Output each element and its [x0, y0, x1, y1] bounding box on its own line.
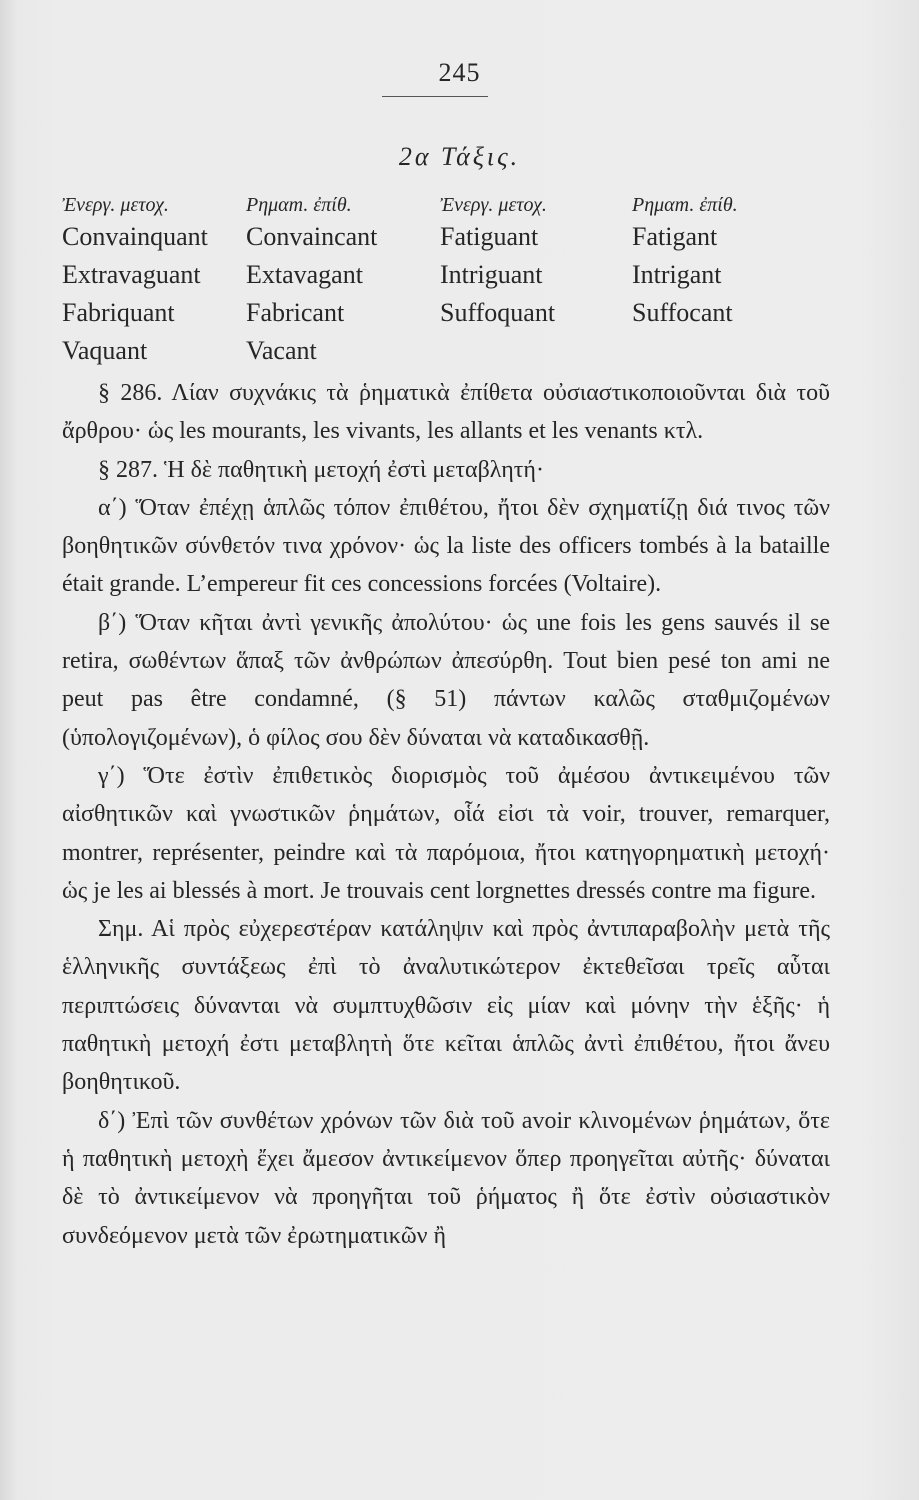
page-number: 245	[438, 58, 481, 87]
paragraph-287: § 287. Ἡ δὲ παθητικὴ μετοχή ἐστὶ μεταβλητή·	[98, 456, 544, 483]
table-row	[62, 260, 862, 298]
page-number-rule	[382, 96, 488, 97]
participle-table	[62, 188, 862, 374]
paragraph-alpha: α΄) Ὅταν ἐπέχῃ ἁπλῶς τόπον ἐπιθέτου, ἤτοι δὲν σχηματίζῃ διά τινος τῶν βοηθητικῶν σύνθετόν τινα χρόνον· ὡς la liste des officers tombés à la bataille était grande. L’empereur fit ces concessions forcées (Voltaire).	[62, 494, 830, 598]
table-cell: Vaquant	[62, 336, 148, 365]
table-cell: Fabricant	[246, 298, 345, 327]
table-cell: Suffocant	[632, 298, 733, 327]
table-cell: Extravaguant	[62, 260, 201, 289]
table-cell: Suffoquant	[440, 298, 556, 327]
table-cell: Convaincant	[246, 222, 378, 251]
table-cell: Fabriquant	[62, 298, 175, 327]
table-row	[62, 336, 862, 374]
paragraph-beta: β΄) Ὅταν κῆται ἀντὶ γενικῆς ἀπολύτου· ὡς une fois les gens sauvés il se retira, σωθέντων ἅπαξ τῶν ἀνθρώπων ἀπεσύρθη. Tout bien pesé ton ami ne peut pas être condamné, (§ 51) πάντων καλῶς σταθμιζομένων (ὑπολογιζομένων), ὁ φίλος σου δὲν δύναται νὰ καταδικασθῇ.	[62, 609, 830, 751]
table-header-cell: Ρημαт. ἐπίθ.	[246, 194, 352, 216]
table-cell: Fatiguant	[440, 222, 539, 251]
table-cell: Vacant	[246, 336, 317, 365]
table-header-cell: Ἐνεργ. μετοχ.	[440, 194, 547, 216]
paragraph-note: Σημ. Αἱ πρὸς εὐχερεστέραν κατάληψιν καὶ πρὸς ἀντιπαραβολὴν μετὰ τῆς ἑλληνικῆς συντάξεως ἐπὶ τὸ ἀναλυτικώτερον ἐκτεθεῖσαι τρεῖς αὗται περιπτώσεις δύνανται νὰ συμπτυχθῶσιν εἰς μίαν καὶ μόνην τὴν ἑξῆς· ἡ παθητικὴ μετοχή ἐστι μεταβλητὴ ὅτε κεῖται ἁπλῶς ἀντὶ ἐπιθέτου, ἤτοι ἄνευ βοηθητικοῦ.	[62, 916, 830, 1096]
table-cell: Intrigant	[632, 260, 722, 289]
table-cell: Convainquant	[62, 222, 208, 251]
table-cell: Extavagant	[246, 260, 363, 289]
table-header-cell: Ρημαт. ἐπίθ.	[632, 194, 738, 216]
table-cell: Intriguant	[440, 260, 543, 289]
paragraph-gamma: γ΄) Ὅτε ἐστὶν ἐπιθετικὸς διορισμὸς τοῦ ἀμέσου ἀντικειμένου τῶν αἰσθητικῶν καὶ γνωστικῶν ῥημάτων, οἷά εἰσι τὰ voir, trouver, remarquer, montrer, représenter, peindre καὶ τὰ παρόμοια, ἤτοι κατηγορηματικὴ μετοχή· ὡς je les ai blessés à mort. Je trouvais cent lorgnettes dressés contre ma figure.	[62, 762, 830, 904]
section-title: 2α Τάξις.	[398, 142, 521, 171]
paragraph-286: § 286. Λίαν συχνάκις τὰ ῥηματικὰ ἐπίθετα οὐσιαστικοποιοῦνται διὰ τοῦ ἄρθρου· ὡς les mourants, les vivants, les allants et les venants κτλ.	[62, 380, 830, 445]
table-row	[62, 222, 862, 260]
table-header-cell: Ἐνεργ. μετοχ.	[62, 194, 169, 216]
table-row	[62, 298, 862, 336]
table-cell: Fatigant	[632, 222, 718, 251]
paragraph-delta: δ΄) Ἐπὶ τῶν συνθέτων χρόνων τῶν διὰ τοῦ avoir κλινομένων ῥημάτων, ὅτε ἡ παθητικὴ μετοχὴ ἔχει ἄμεσον ἀντικείμενον ὅπερ προηγεῖται αὐτῆς· δύναται δὲ τὸ ἀντικείμενον νὰ προηγῆται τοῦ ῥήματος ἢ ὅτε ἐστὶν οὐσιαστικὸν συνδεόμενον μετὰ τῶν ἐρωτηματικῶν ἢ	[62, 1107, 830, 1249]
table-header-row	[62, 188, 862, 222]
body-text	[62, 374, 830, 1255]
